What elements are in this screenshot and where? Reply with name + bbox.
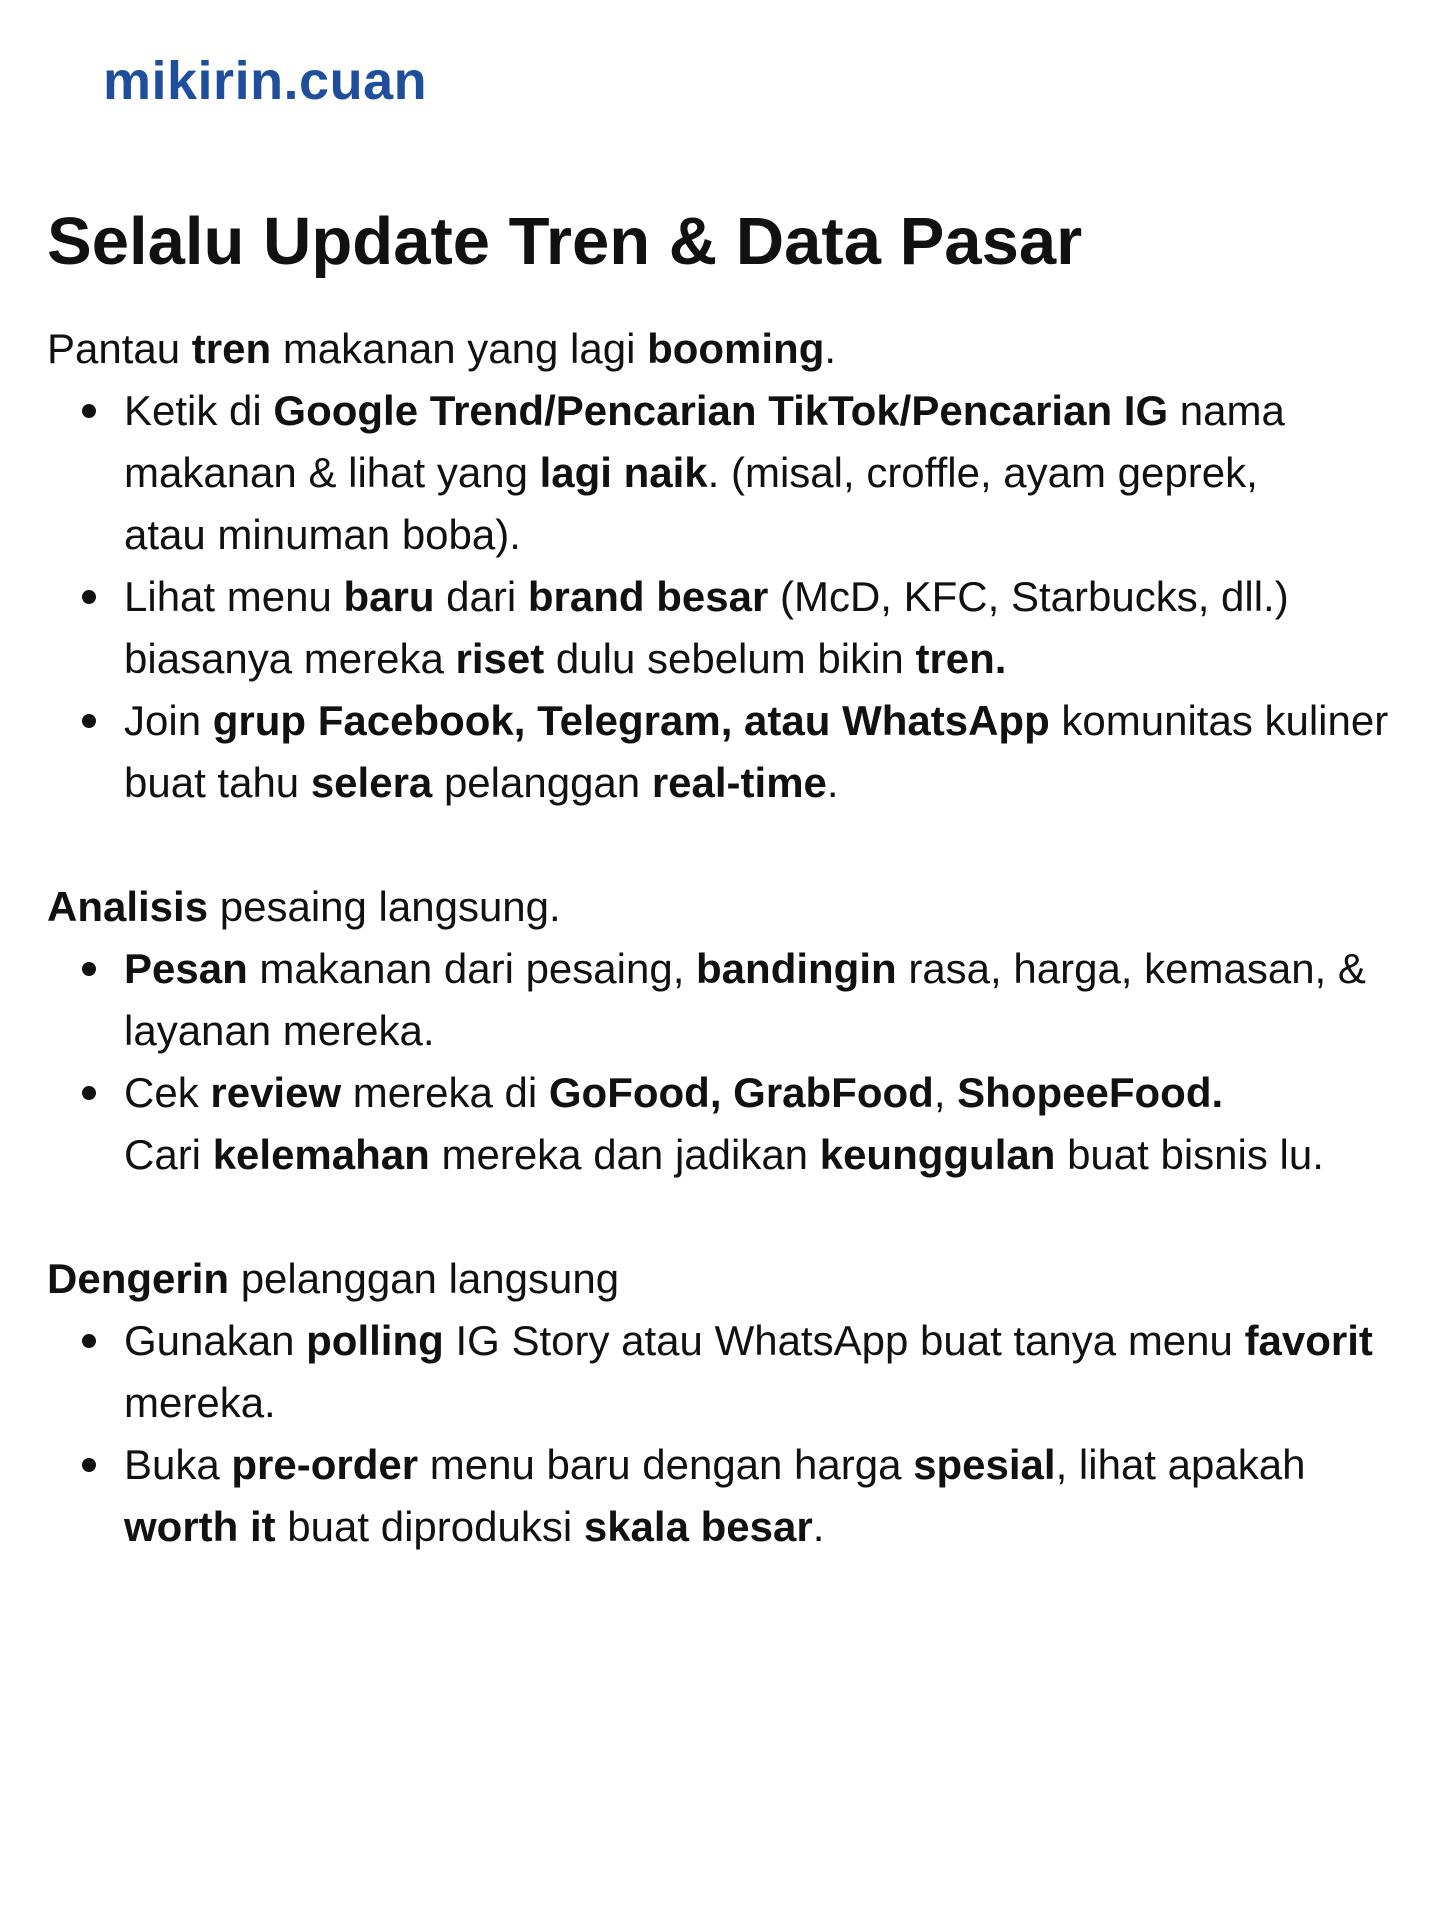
text-line [124, 442, 1427, 504]
bold-text: ShopeeFood. [957, 1069, 1224, 1116]
bullet-list [47, 1310, 1427, 1558]
text-run: buat tahu [124, 759, 311, 806]
bold-text: review [210, 1069, 342, 1116]
bold-text: Google Trend/Pencarian TikTok/Pencarian IG [273, 387, 1169, 434]
section-heading [47, 876, 1427, 938]
bold-text: favorit [1244, 1317, 1373, 1364]
bold-text: skala besar [583, 1503, 813, 1550]
bold-text: keunggulan [819, 1131, 1056, 1178]
text-line [124, 1000, 1427, 1062]
bold-text: Pesan [124, 945, 248, 992]
text-run: layanan mereka. [124, 1007, 435, 1054]
section-heading [47, 318, 1427, 380]
bold-text: tren. [915, 635, 1007, 682]
list-item [124, 566, 1427, 690]
text-run: rasa, harga, kemasan, & [896, 945, 1366, 992]
text-run: buat bisnis lu. [1055, 1131, 1324, 1178]
text-run: Lihat menu [124, 573, 344, 620]
text-run: pelanggan [432, 759, 652, 806]
text-run: Join [124, 697, 213, 744]
bold-text: riset [455, 635, 545, 682]
text-run: Ketik di [124, 387, 274, 434]
content-section [47, 876, 1427, 1186]
text-run: pesaing langsung. [208, 883, 561, 930]
bold-text: baru [343, 573, 435, 620]
list-item [124, 938, 1427, 1062]
text-line [124, 566, 1427, 628]
main-content [47, 318, 1427, 1620]
text-run: mereka. [124, 1379, 276, 1426]
text-run: biasanya mereka [124, 635, 456, 682]
text-line [124, 1124, 1427, 1186]
text-line [124, 1496, 1427, 1558]
bold-text: GoFood, GrabFood [548, 1069, 934, 1116]
section-heading [47, 1248, 1427, 1310]
bold-text: Dengerin [47, 1255, 230, 1302]
list-item [124, 1062, 1427, 1186]
bold-text: booming [647, 325, 825, 372]
bullet-dot-icon [82, 714, 96, 728]
bold-text: brand besar [527, 573, 769, 620]
text-run: makanan dari pesaing, [247, 945, 697, 992]
bold-text: lagi naik [539, 449, 708, 496]
bullet-dot-icon [82, 962, 96, 976]
bold-text: selera [310, 759, 433, 806]
bold-text: bandingin [696, 945, 897, 992]
text-run: . [824, 325, 837, 372]
text-run: komunitas kuliner [1049, 697, 1389, 744]
text-run: dulu sebelum bikin [544, 635, 916, 682]
text-line [124, 1372, 1427, 1434]
bold-text: tren [191, 325, 272, 372]
text-run: . (misal, croffle, ayam geprek, [707, 449, 1258, 496]
text-line [124, 1434, 1427, 1496]
bold-text: pre-order [231, 1441, 419, 1488]
text-run: buat diproduksi [275, 1503, 584, 1550]
bullet-dot-icon [82, 590, 96, 604]
text-run: , lihat apakah [1055, 1441, 1306, 1488]
content-section [47, 1248, 1427, 1558]
text-run: . [826, 759, 839, 806]
text-run: IG Story atau WhatsApp buat tanya menu [443, 1317, 1245, 1364]
text-run: Pantau [47, 325, 192, 372]
bullet-dot-icon [82, 1086, 96, 1100]
text-run: makanan yang lagi [271, 325, 648, 372]
bold-text: spesial [913, 1441, 1056, 1488]
text-line [124, 1310, 1427, 1372]
text-line [124, 380, 1427, 442]
text-line [124, 938, 1427, 1000]
text-run: Cari [124, 1131, 213, 1178]
brand-logo-text: mikirin.cuan [103, 51, 428, 111]
text-run: menu baru dengan harga [418, 1441, 914, 1488]
text-run: atau minuman boba). [124, 511, 521, 558]
bullet-dot-icon [82, 1334, 96, 1348]
bold-text: worth it [124, 1503, 276, 1550]
content-section [47, 318, 1427, 814]
text-run: Buka [124, 1441, 232, 1488]
list-item [124, 1310, 1427, 1434]
list-item [124, 1434, 1427, 1558]
text-run: (McD, KFC, Starbucks, dll.) [768, 573, 1289, 620]
text-line [124, 1062, 1427, 1124]
bullet-dot-icon [82, 1458, 96, 1472]
text-line [124, 690, 1427, 752]
text-run: Gunakan [124, 1317, 307, 1364]
text-run: mereka dan jadikan [429, 1131, 820, 1178]
text-run: , [933, 1069, 958, 1116]
page-title: Selalu Update Tren & Data Pasar [47, 204, 1083, 279]
text-run: pelanggan langsung [229, 1255, 620, 1302]
bold-text: Analisis [47, 883, 209, 930]
text-line [124, 504, 1427, 566]
bold-text: real-time [651, 759, 827, 806]
bullet-dot-icon [82, 404, 96, 418]
text-run: dari [434, 573, 528, 620]
text-run: Cek [124, 1069, 211, 1116]
bullet-list [47, 380, 1427, 814]
list-item [124, 690, 1427, 814]
text-run: . [812, 1503, 825, 1550]
text-line [124, 628, 1427, 690]
text-run: nama [1168, 387, 1285, 434]
bold-text: kelemahan [212, 1131, 430, 1178]
text-run: makanan & lihat yang [124, 449, 540, 496]
text-run: mereka di [341, 1069, 549, 1116]
bold-text: polling [306, 1317, 444, 1364]
list-item [124, 380, 1427, 566]
text-line [124, 752, 1427, 814]
bold-text: grup Facebook, Telegram, atau WhatsApp [212, 697, 1050, 744]
bullet-list [47, 938, 1427, 1186]
